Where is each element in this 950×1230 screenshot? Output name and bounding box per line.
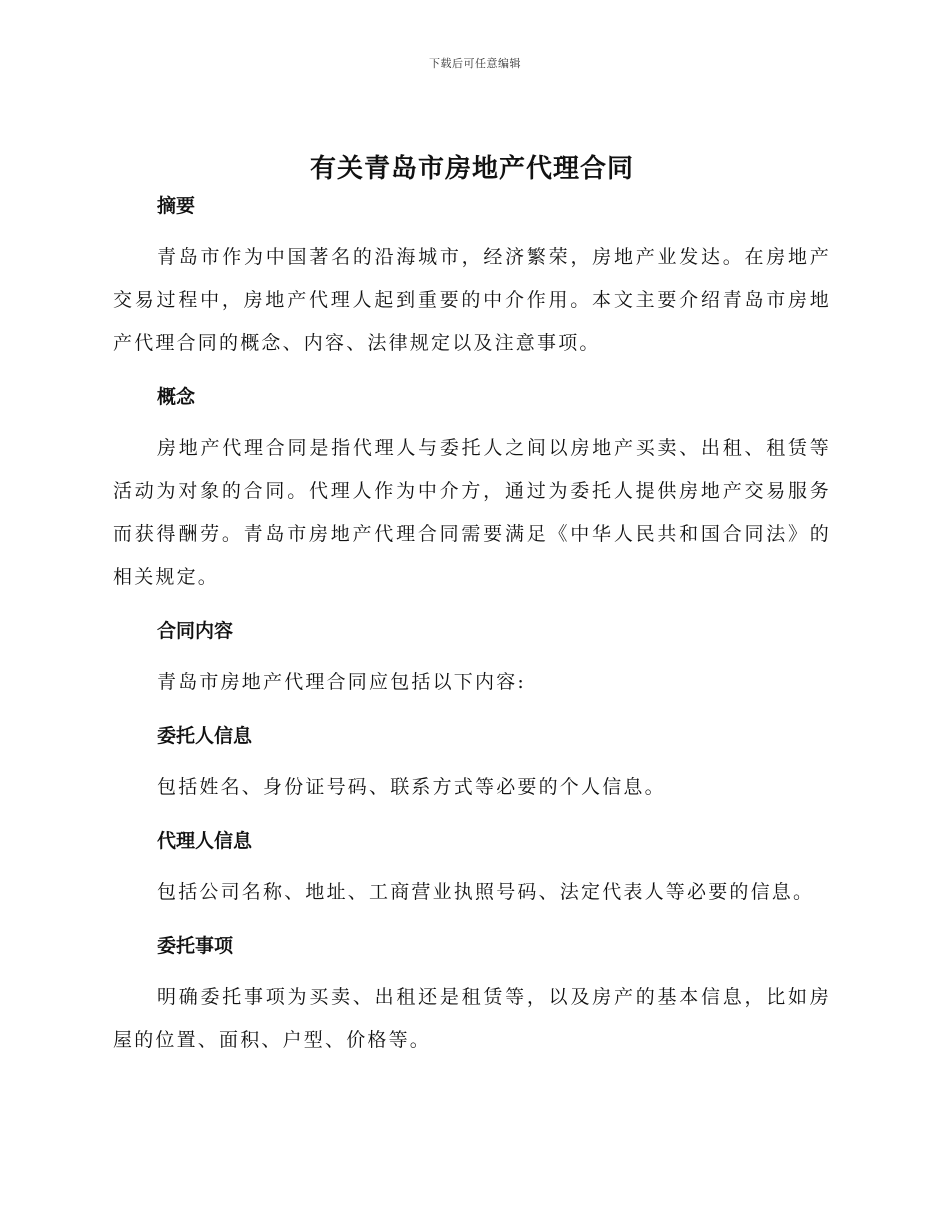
section-concept: [113, 379, 831, 599]
document-title: 有关青岛市房地产代理合同: [309, 154, 634, 184]
section-paragraph: 房地产代理合同是指代理人与委托人之间以房地产买卖、出租、租赁等活动为对象的合同。代理人作为中介方，通过为委托人提供房地产交易服务而获得酬劳。青岛市房地产代理合同需要满足《中华人民共和国合同法》的相关规定。: [113, 437, 831, 588]
section-heading: 摘要: [157, 195, 196, 217]
section-heading: 委托人信息: [157, 725, 253, 747]
section-paragraph: 青岛市房地产代理合同应包括以下内容:: [157, 671, 527, 693]
section-contract-content: [113, 613, 831, 704]
section-paragraph: 包括姓名、身份证号码、联系方式等必要的个人信息。: [157, 776, 666, 798]
document-body: [113, 150, 831, 1062]
section-heading: 代理人信息: [157, 830, 253, 852]
section-heading: 概念: [157, 386, 196, 408]
section-paragraph: 青岛市作为中国著名的沿海城市，经济繁荣，房地产业发达。在房地产交易过程中，房地产代理人起到重要的中介作用。本文主要介绍青岛市房地产代理合同的概念、内容、法律规定以及注意事项。: [113, 246, 831, 354]
section-heading: 委托事项: [157, 935, 234, 957]
section-paragraph: 包括公司名称、地址、工商营业执照号码、法定代表人等必要的信息。: [157, 881, 815, 903]
section-heading: 合同内容: [157, 620, 234, 642]
section-paragraph: 明确委托事项为买卖、出租还是租赁等，以及房产的基本信息，比如房屋的位置、面积、户型、价格等。: [113, 986, 831, 1051]
section-abstract: [113, 188, 831, 365]
section-principal-info: [113, 718, 831, 809]
section-entrusted-matters: [113, 928, 831, 1062]
section-agent-info: [113, 823, 831, 914]
header-note: 下载后可任意编辑: [429, 57, 521, 70]
